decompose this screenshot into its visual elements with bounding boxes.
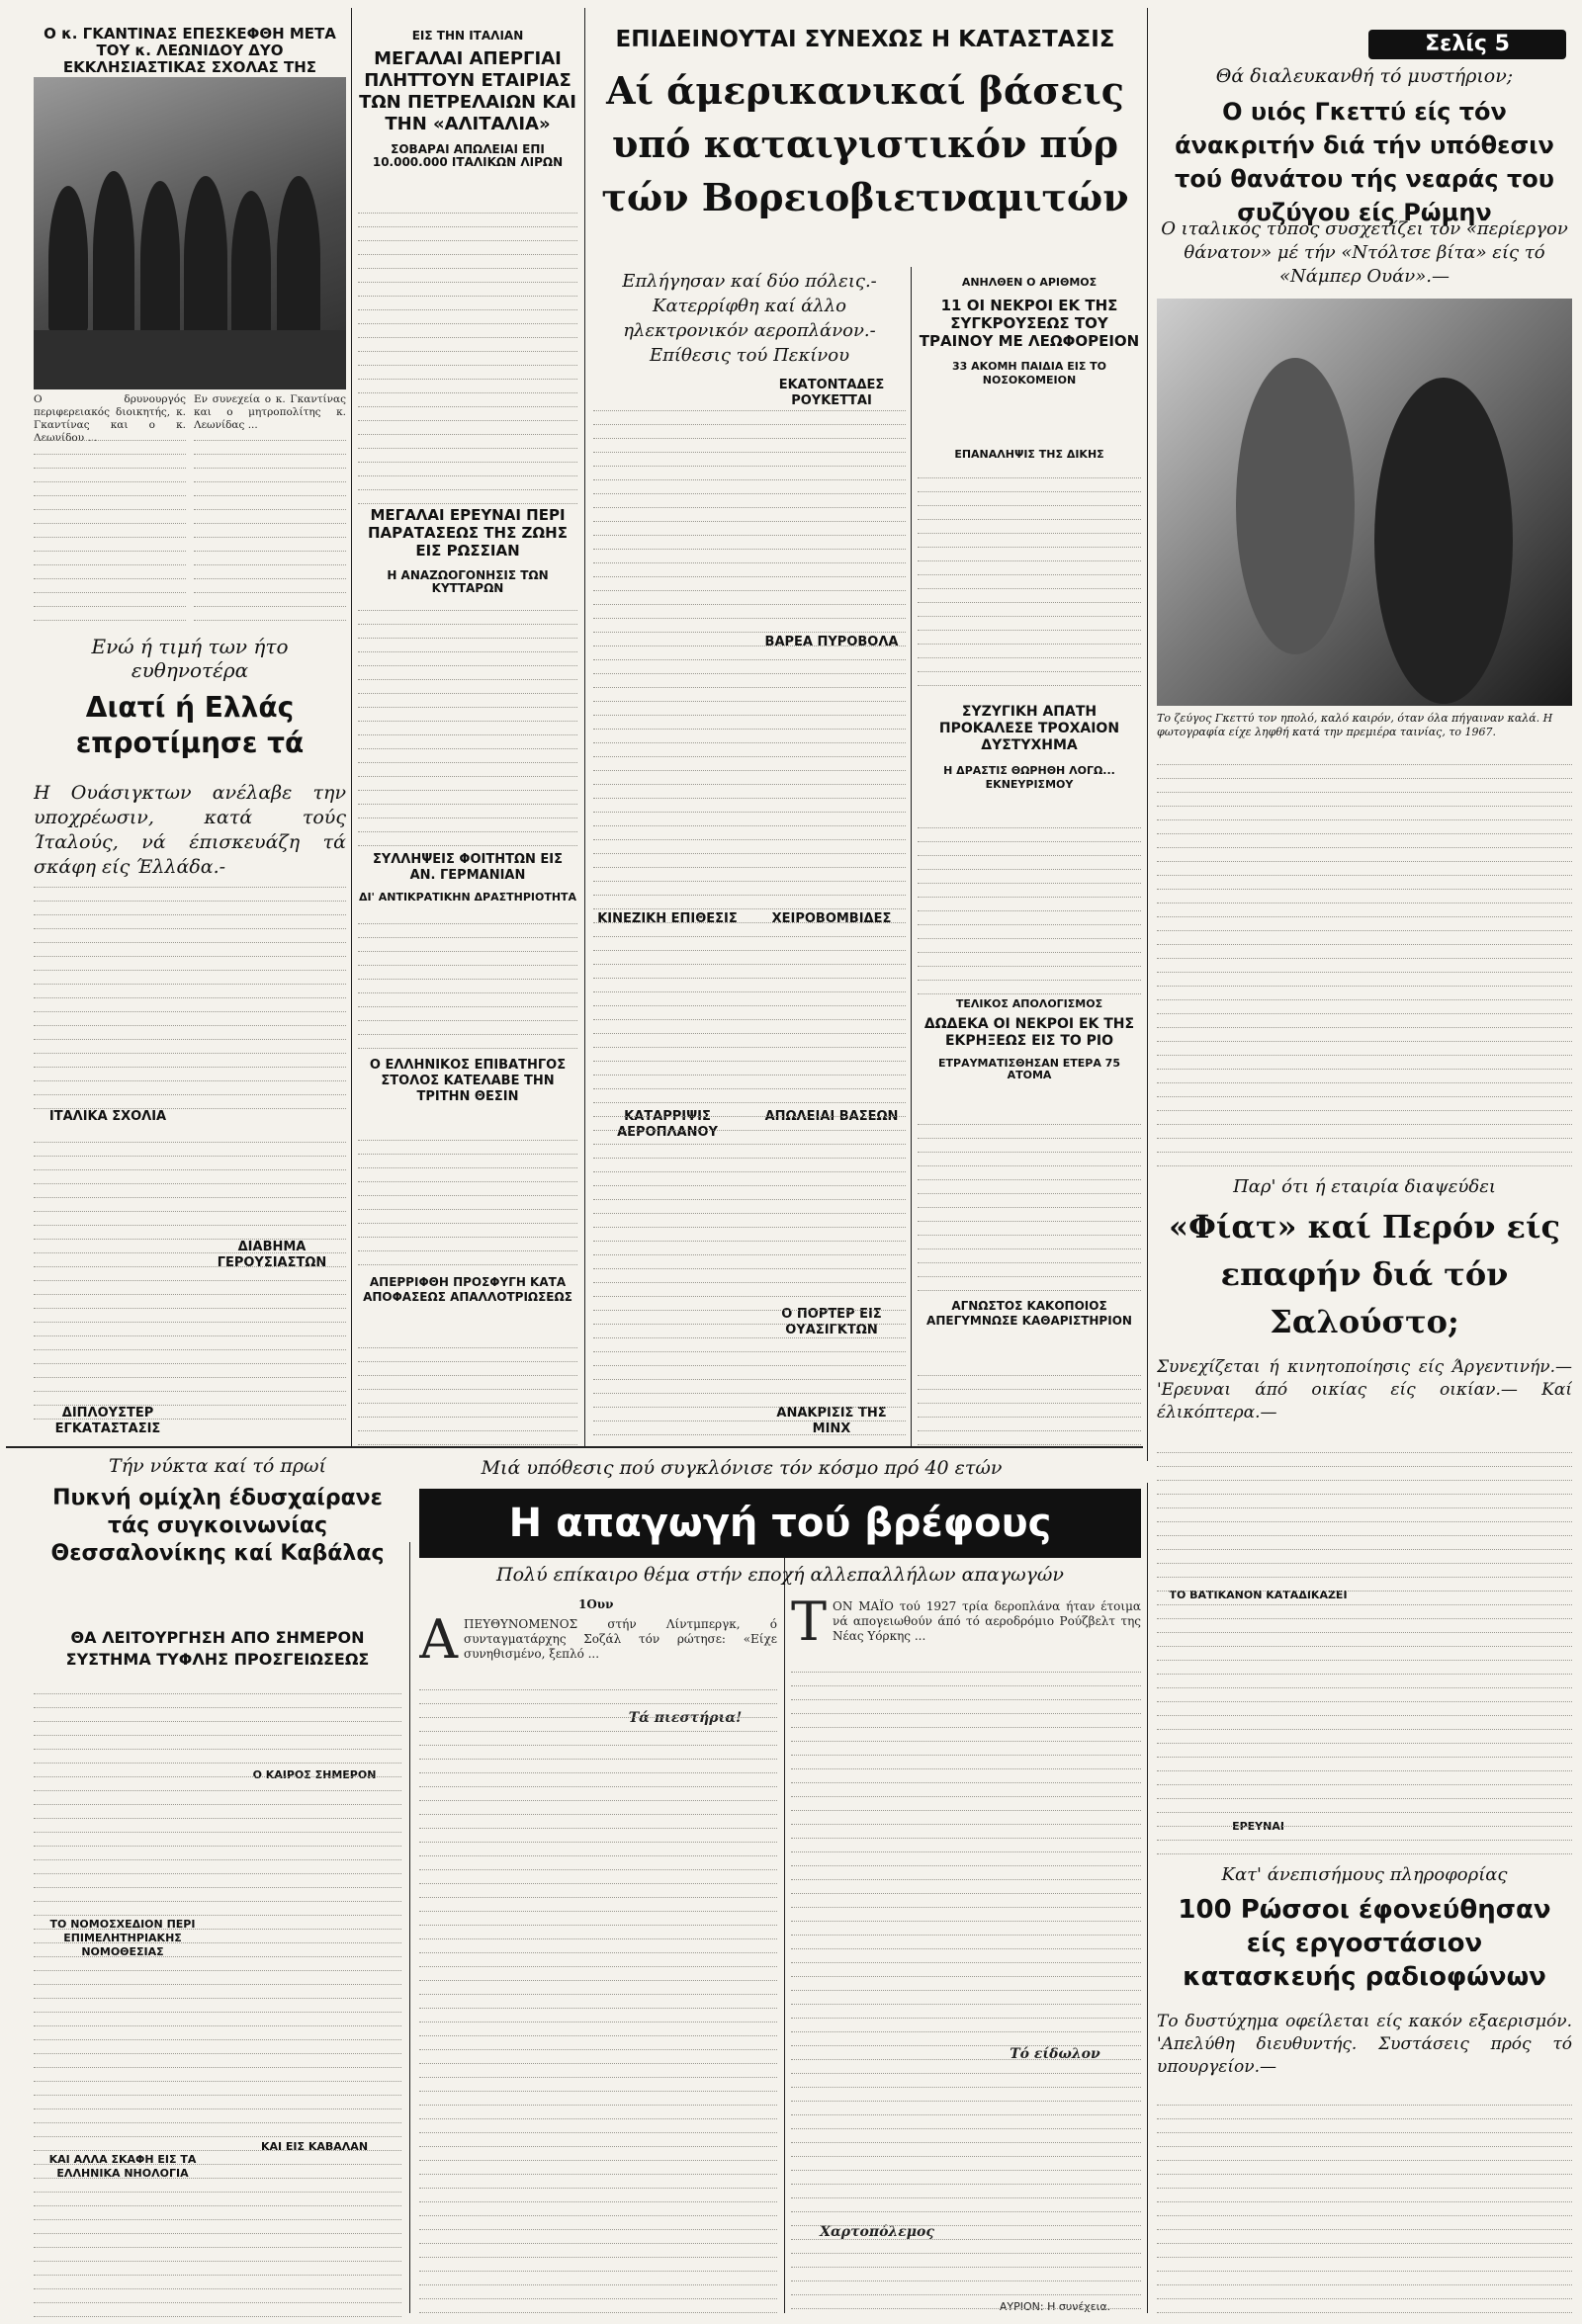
- col3-sub-china: ΚΙΝΕΖΙΚΗ ΕΠΙΘΕΣΙΣ: [597, 911, 738, 926]
- col4-body-c: [918, 1113, 1141, 1291]
- col2-arrests-head: ΣΥΛΛΗΨΕΙΣ ΦΟΙΤΗΤΩΝ ΕΙΣ ΑΝ. ΓΕΡΜΑΝΙΑΝ: [372, 852, 564, 883]
- col5-sub-vatican: ΤΟ ΒΑΤΙΚΑΝΟΝ ΚΑΤΑΔΙΚΑΖΕΙ: [1169, 1589, 1348, 1601]
- col2-body-e: [358, 1329, 577, 1445]
- col3-sub-bases: ΑΠΩΛΕΙΑΙ ΒΑΣΕΩΝ: [764, 1109, 899, 1124]
- col1-sub-install: ΔΙΠΛΟΥΣΤΕΡ ΕΓΚΑΤΑΣΤΑΣΙΣ: [54, 1406, 161, 1436]
- col3-body: [593, 378, 906, 1445]
- col4-accident-sub: Η ΔΡΑΣΤΙΣ ΘΩΡΗΘΗ ΛΟΓΩ... ΕΚΝΕΥΡΙΣΜΟΥ: [943, 764, 1115, 791]
- feature-dropcap-t: Τ: [791, 1599, 828, 1653]
- col1-body-a: [34, 882, 346, 1109]
- col1-top-headline: [34, 26, 346, 73]
- col2-body-a: [358, 203, 577, 504]
- col3-subhead: Επλήγησαν καί δύο πόλεις.-Κατερρίφθη καί άλλο ηλεκτρονικόν αεροπλάνον.- Επίθεσις τού Πεκίνου: [622, 271, 877, 366]
- col2-body-c: [358, 915, 577, 1049]
- col4-body-b: [918, 817, 1141, 994]
- col3-headline: Αί άμερικανικαί βάσεις υπό καταιγιστικόν πύρ τών Βορειοβιετναμιτών: [601, 68, 1129, 220]
- col4-subhead: 33 ΑΚΟΜΗ ΠΑΙΔΙΑ ΕΙΣ ΤΟ ΝΟΣΟΚΟΜΕΙΟΝ: [951, 360, 1107, 387]
- col5-fiat-article: [1157, 1176, 1572, 1344]
- col3-sub-aero: ΚΑΤΑΡΡΙΨΙΣ ΑΕΡΟΠΛΑΝΟΥ: [617, 1109, 718, 1140]
- col4-accident-head: ΣΥΖΥΓΙΚΗ ΑΠΑΤΗ ΠΡΟΚΑΛΕΣΕ ΤΡΟΧΑΙΟΝ ΔΥΣΤΥΧΗΜΑ: [938, 704, 1120, 753]
- feature-lead-right: ΟΝ ΜΑΪΟ τού 1927 τρία δεροπλάνα ήταν έτοιμα νά απογειωθούν άπό τό αεροδρόμιο Ρούζβελτ της Νέας Υόρκης ...: [833, 1599, 1141, 1643]
- fog-sub-weather: Ο ΚΑΙΡΟΣ ΣΗΜΕΡΟΝ: [252, 1768, 377, 1781]
- col5-photo-caption: Το ζεύγος Γκεττύ τον ηπολό, καλό καιρόν, όταν όλα πήγαιναν καλά. Η φωτογραφία είχε ληφθή κατά την πρεμιέρα ταινίας, το 1967.: [1157, 712, 1553, 738]
- feature-subhead: Πολύ επίκαιρο θέμα στήν εποχή αλλεπαλλήλων απαγωγών: [496, 1564, 1064, 1586]
- col5-russ-kicker: Κατ' άνεπισήμους πληροφορίας: [1221, 1864, 1508, 1885]
- col1-top-head-text: Ο κ. ΓΚΑΝΤΙΝΑΣ ΕΠΕΣΚΕΦΘΗ ΜΕΤΑ ΤΟΥ κ. ΛΕΩΝΙΔΟΥ ΔΥΟ ΕΚΚΛΗΣΙΑΣΤΙΚΑΣ ΣΧΟΛΑΣ ΤΗΣ: [44, 26, 336, 73]
- col5-russ-headline: 100 Ρώσσοι έφονεύθησαν είς εργοστάσιον κατασκευής ραδιοφώνων: [1178, 1895, 1551, 1992]
- col5-body-c: [1157, 2096, 1572, 2313]
- col4-rio-head: ΔΩΔΕΚΑ ΟΙ ΝΕΚΡΟΙ ΕΚ ΤΗΣ ΕΚΡΗΞΕΩΣ ΕΙΣ ΤΟ ΡΙΟ: [923, 1016, 1135, 1050]
- col1-body-b: [34, 1109, 346, 1445]
- feature-sub-paper: Χαρτοπόλεμος: [820, 2224, 934, 2240]
- col2-research-sub: Η ΑΝΑΖΩΟΓΟΝΗΣΙΣ ΤΩΝ ΚΥΤΤΑΡΩΝ: [387, 568, 549, 593]
- col3-sub-mortar: ΒΑΡΕΑ ΠΥΡΟΒΟΛΑ: [764, 635, 899, 649]
- fog-sub-bill: ΤΟ ΝΟΜΟΣΧΕΔΙΟΝ ΠΕΡΙ ΕΠΙΜΕΛΗΤΗΡΙΑΚΗΣ ΝΟΜΟΘΕΣΙΑΣ: [49, 1918, 196, 1958]
- col4-sub-repeat: ΕΠΑΝΑΛΗΨΙΣ ΤΗΣ ΔΙΚΗΣ: [954, 448, 1104, 461]
- col2-subhead: ΣΟΒΑΡΑΙ ΑΠΩΛΕΙΑΙ ΕΠΙ 10.000.000 ΙΤΑΛΙΚΩΝ ΛΙΡΩΝ: [372, 142, 564, 170]
- col1-photo-text-a: Ο δρυνουργός περιφερειακός διοικητής, κ. Γκαντίνας και ο κ. Λεωνίδου ...: [34, 393, 186, 444]
- col4-rio-article: [918, 998, 1141, 1109]
- fog-article: [34, 1455, 401, 1623]
- col5-russia-article: [1157, 1864, 1572, 2003]
- feature-sub-ransom: Τά πιεστήρια!: [628, 1710, 743, 1726]
- col4-headline: 11 ΟΙ ΝΕΚΡΟΙ ΕΚ ΤΗΣ ΣΥΓΚΡΟΥΣΕΩΣ ΤΟΥ ΤΡΑΙΝΟΥ ΜΕ ΛΕΩΦΟΡΕΙΟΝ: [919, 297, 1140, 351]
- col4-train-article: [918, 277, 1141, 445]
- col3-sub-ministry: ΑΝΑΚΡΙΣΙΣ ΤΗΣ ΜΙΝΧ: [776, 1406, 887, 1436]
- fog-sub-ships: ΚΑΙ ΑΛΛΑ ΣΚΑΦΗ ΕΙΣ ΤΑ ΕΛΛΗΝΙΚΑ ΝΗΟΛΟΓΙΑ: [48, 2153, 197, 2180]
- feature-kicker: Μιά υπόθεσις πού συγκλόνισε τόν κόσμο πρό 40 ετών: [481, 1457, 1003, 1479]
- col1-photo-text-left: [34, 393, 186, 621]
- col2-arrests-article: [358, 852, 577, 911]
- col2-appeal-article: [358, 1275, 577, 1325]
- col3-kicker: ΕΠΙΔΕΙΝΟΥΤΑΙ ΣΥΝΕΧΩΣ Η ΚΑΤΑΣΤΑΣΙΣ: [615, 28, 1115, 52]
- col4-body-a: [918, 447, 1141, 696]
- col4-accident-article: [918, 704, 1141, 813]
- col5-sub-research: ΕΡΕΥΝΑΙ: [1232, 1820, 1284, 1833]
- col2-headline: ΜΕΓΑΛΑΙ ΑΠΕΡΓΙΑΙ ΠΛΗΤΤΟΥΝ ΕΤΑΙΡΙΑΣ ΤΩΝ ΠΕΤΡΕΛΑΙΩΝ ΚΑΙ ΤΗΝ «ΑΛΙΤΑΛΙΑ»: [359, 48, 576, 135]
- fog-headline: Πυκνή ομίχλη έδυσχαίρανε τάς συγκοινωνίας Θεσσαλονίκης καί Καβάλας: [50, 1486, 385, 1566]
- col3-sub-hand: ΧΕΙΡΟΒΟΜΒΙΔΕΣ: [771, 911, 892, 926]
- col3-sub-rockets: ΕΚΑΤΟΝΤΑΔΕΣ ΡΟΥΚΕΤΤΑΙ: [778, 378, 885, 408]
- feature-left-col: [419, 1617, 777, 2317]
- col4-rio-sub: ΕΤΡΑΥΜΑΤΙΣΘΗΣΑΝ ΕΤΕΡΑ 75 ΑΤΟΜΑ: [938, 1057, 1120, 1082]
- feature-sub-ideal: Τό είδωλον: [1010, 2046, 1100, 2062]
- col2-fleet-article: [358, 1058, 577, 1137]
- col2-body-b: [358, 599, 577, 846]
- col2-research-head: ΜΕΓΑΛΑΙ ΕΡΕΥΝΑΙ ΠΕΡΙ ΠΑΡΑΤΑΣΕΩΣ ΤΗΣ ΖΩΗΣ ΕΙΣ ΡΩΣΣΙΑΝ: [367, 506, 568, 559]
- col3-sub-ports: Ο ΠΟΡΤΕΡ ΕΙΣ ΟΥΑΣΙΓΚΤΩΝ: [781, 1307, 882, 1337]
- col2-arrests-sub: ΔΙ' ΑΝΤΙΚΡΑΤΙΚΗΝ ΔΡΑΣΤΗΡΙΟΤΗΤΑ: [358, 891, 577, 904]
- col5-fiat-kicker: Παρ' ότι ή εταιρία διαψεύδει: [1233, 1176, 1496, 1197]
- col2-appeal-head: ΑΠΕΡΡΙΦΘΗ ΠΡΟΣΦΥΓΗ ΚΑΤΑ ΑΠΟΦΑΣΕΩΣ ΑΠΑΛΛΟΤΡΙΩΣΕΩΣ: [363, 1275, 572, 1304]
- col5-getty-photo: [1157, 299, 1572, 706]
- page-number-flag: Σελίς 5: [1368, 30, 1566, 59]
- feature-banner: [419, 1489, 1141, 1558]
- fog-kicker: Τήν νύκτα καί τό πρωί: [109, 1455, 326, 1477]
- col2-fleet-head: Ο ΕΛΛΗΝΙΚΟΣ ΕΠΙΒΑΤΗΓΟΣ ΣΤΟΛΟΣ ΚΑΤΕΛΑΒΕ ΤΗΝ ΤΡΙΤΗΝ ΘΕΣΙΝ: [369, 1058, 567, 1104]
- col4-rio-kicker: ΤΕΛΙΚΟΣ ΑΠΟΛΟΓΙΣΜΟΣ: [955, 998, 1103, 1010]
- col2-research-article: [358, 506, 577, 593]
- col1-kicker: Ενώ ή τιμή των ήτο ευθηνοτέρα: [91, 635, 289, 682]
- feature-dropcap-a: Α: [419, 1617, 458, 1671]
- feature-next: ΑΥΡΙΟΝ: Η συνέχεια.: [999, 2300, 1111, 2313]
- col1-headline: Διατί ή Ελλάς επροτίμησε τά: [75, 691, 305, 759]
- col1-photo-text-b: Εν συνεχεία ο κ. Γκαντίνας και ο μητροπολίτης κ. Λεωνίδας ...: [194, 393, 346, 431]
- feature-installment-label: 1Ουν: [578, 1597, 614, 1611]
- feature-headline: Η απαγωγή τού βρέφους: [508, 1501, 1052, 1546]
- col3-lead-article: [593, 28, 1137, 265]
- feature-right-col: [791, 1599, 1141, 2317]
- fog-body: [34, 1684, 401, 2317]
- col5-fiat-subhead: Συνεχίζεται ή κινητοποίησις είς Άργεντινήν.— 'Ερευναι άπό οικίας είς οικίαν.— Καί έλικόπτερα.—: [1157, 1357, 1572, 1422]
- col5-russ-subhead: Το δυστύχημα οφείλεται είς κακόν εξαερισμόν. 'Απελύθη διευθυντής. Συστάσεις πρός τό υπουργείον.—: [1157, 2012, 1572, 2077]
- col4-unknown-head: ΑΓΝΩΣΤΟΣ ΚΑΚΟΠΟΙΟΣ ΑΠΕΓΥΜΝΩΣΕ ΚΑΘΑΡΙΣΤΗΡΙΟΝ: [926, 1299, 1132, 1328]
- col2-kicker: ΕΙΣ ΤΗΝ ΙΤΑΛΙΑΝ: [411, 30, 524, 43]
- feature-installment: [578, 1597, 618, 1615]
- col1-main-article: [34, 635, 346, 763]
- col1-subhead: Η Ουάσιγκτων ανέλαβε την υποχρέωσιν, κατά τούς Ίταλούς, νά έπισκευάζη τά σκάφη είς Έλλάδα.-: [34, 782, 346, 878]
- feature-lead-left: ΠΕΥΘΥΝΟΜΕΝΟΣ στήν Λίντμπεργκ, ό συνταγματάρχης Σοζάλ τόν ρώτησε: «Είχε συνηθισμένο, ξεπλό ...: [464, 1617, 777, 1661]
- col3-subhead-wrap: [593, 269, 906, 372]
- fog-subhead-wrap: [34, 1627, 401, 1680]
- col5-kicker: Θά διαλευκανθή τό μυστήριον;: [1215, 65, 1514, 87]
- col1-photo-text-right: [194, 393, 346, 621]
- col2-italy-article: [358, 30, 577, 208]
- col1-group-photo: [34, 77, 346, 389]
- col5-body-b: [1157, 1439, 1572, 1854]
- col5-body-a: [1157, 751, 1572, 1166]
- fog-subhead: ΘΑ ΛΕΙΤΟΥΡΓΗΣΗ ΑΠΟ ΣΗΜΕΡΟΝ ΣΥΣΤΗΜΑ ΤΥΦΛΗΣ ΠΡΟΣΓΕΙΩΣΕΩΣ: [65, 1628, 370, 1669]
- col4-unknown-article: [918, 1299, 1141, 1358]
- col1-sub-council: ΔΙΑΒΗΜΑ ΓΕΡΟΥΣΙΑΣΤΩΝ: [217, 1240, 327, 1270]
- col4-kicker: ΑΝΗΛΘΕΝ Ο ΑΡΙΘΜΟΣ: [961, 277, 1098, 289]
- col1-sub-italian: ΙΤΑΛΙΚΑ ΣΧΟΛΙΑ: [48, 1109, 167, 1124]
- fog-sub-kavala: ΚΑΙ ΕΙΣ ΚΑΒΑΛΑΝ: [260, 2140, 369, 2153]
- col5-subhead: Ο ιταλικός τύπος συσχετίζει τόν «περίεργον θάνατον» μέ τήν «Ντόλτσε βίτα» είς τό «Νάμπερ Ουάν».—: [1161, 218, 1568, 287]
- col5-headline: Ο υιός Γκεττύ είς τόν άνακριτήν διά τήν υπόθεσιν τού θανάτου τής νεαράς του συζύγου είς Ρώμην: [1175, 98, 1554, 226]
- col5-fiat-headline: «Φίατ» καί Περόν είς επαφήν διά τόν Σαλούστο;: [1169, 1208, 1560, 1340]
- col2-body-d: [358, 1127, 577, 1265]
- col4-body-d: [918, 1360, 1141, 1445]
